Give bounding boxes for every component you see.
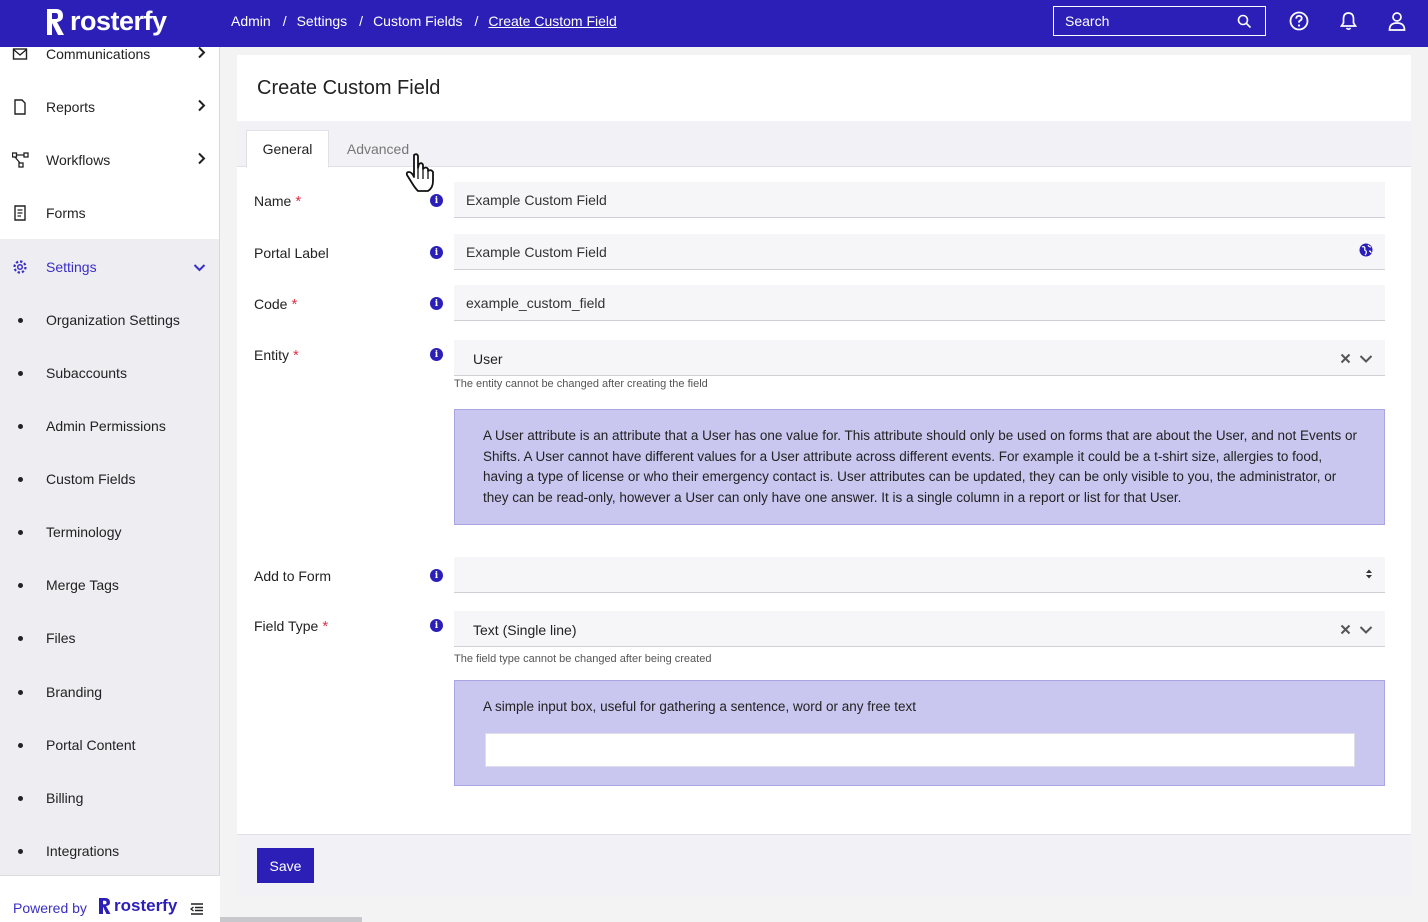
field-type-selected-value: Text (Single line): [473, 622, 577, 638]
user-account-icon[interactable]: [1387, 11, 1407, 36]
sidebar-subitem-label: Integrations: [46, 843, 120, 859]
sidebar-subitem-label: Organization Settings: [46, 312, 180, 328]
powered-by-text: Powered by: [13, 900, 87, 916]
document-icon: [12, 99, 28, 115]
chevron-right-icon: [197, 152, 206, 168]
search-icon[interactable]: [1237, 14, 1252, 34]
tab-advanced[interactable]: Advanced: [346, 141, 410, 157]
sidebar-subitem-branding[interactable]: [0, 677, 220, 707]
entity-description-text: A User attribute is an attribute that a User has one value for. This attribute should only be used on forms that are about the User, and not Events or Shifts. A User cannot have different values for a User attribute across different events. For example it could be a t-shirt size, allergies to food, having a type of license or who their emergency contact is. User attributes can be updated, they can be only visible to you, the administrator, or they can be read-only, however a User can only have one answer. It is a single column in a report or list for that User.: [483, 428, 1358, 505]
required-marker: *: [295, 193, 302, 210]
rosterfy-small-logo-text: rosterfy: [114, 896, 178, 915]
sort-arrows-icon[interactable]: [1365, 567, 1373, 583]
bullet-icon: [18, 371, 23, 376]
powered-by-footer: [0, 875, 220, 922]
info-icon[interactable]: i: [430, 619, 443, 632]
required-marker: *: [293, 347, 299, 364]
sidebar-main-section: [0, 47, 219, 239]
sidebar-item-label: Workflows: [46, 152, 111, 168]
bullet-icon: [18, 583, 23, 588]
sidebar-subitem-admin-permissions[interactable]: [0, 411, 220, 441]
rosterfy-logo[interactable]: [44, 6, 167, 37]
sidebar-subitem-label: Subaccounts: [46, 365, 127, 381]
chevron-right-icon: [197, 46, 206, 62]
field-type-hint: The field type cannot be changed after being created: [454, 653, 712, 665]
sidebar-item-label: Settings: [46, 259, 97, 275]
rosterfy-small-logo: [98, 896, 177, 916]
portal-label-input[interactable]: [454, 234, 1385, 270]
add-to-form-select[interactable]: [454, 557, 1385, 593]
name-input[interactable]: [454, 182, 1385, 218]
sidebar-subitem-label: Admin Permissions: [46, 418, 166, 434]
form-icon: [12, 205, 28, 221]
breadcrumb-separator: /: [474, 13, 479, 29]
info-icon[interactable]: i: [430, 297, 443, 310]
bell-icon[interactable]: [1339, 11, 1358, 36]
bullet-icon: [18, 849, 23, 854]
sidebar-subitem-label: Files: [46, 630, 76, 646]
sidebar-subitem-label: Billing: [46, 790, 84, 806]
field-type-preview-input: [485, 733, 1355, 767]
bullet-icon: [18, 796, 23, 801]
required-marker: *: [322, 618, 329, 635]
field-type-description-text: A simple input box, useful for gathering a sentence, word or any free text: [483, 699, 916, 714]
required-marker: *: [291, 296, 298, 313]
info-icon[interactable]: i: [430, 348, 443, 361]
breadcrumb-settings[interactable]: Settings: [296, 13, 348, 29]
entity-select[interactable]: [454, 340, 1385, 376]
sidebar-item-forms[interactable]: [0, 198, 220, 228]
breadcrumb-create-custom-field[interactable]: Create Custom Field: [488, 13, 617, 29]
sidebar-subitem-label: Branding: [46, 684, 103, 700]
sidebar-subitem-label: Portal Content: [46, 737, 136, 753]
add-to-form-label: Add to Form: [254, 568, 332, 584]
sidebar-item-settings[interactable]: [0, 252, 220, 282]
entity-label: [254, 347, 299, 364]
breadcrumb-admin[interactable]: Admin: [231, 13, 271, 29]
help-icon[interactable]: [1289, 11, 1309, 36]
sidebar-item-workflows[interactable]: [0, 145, 220, 175]
field-type-label: [254, 618, 328, 635]
entity-hint: The entity cannot be changed after creating the field: [454, 378, 708, 390]
sidebar-item-label: Communications: [46, 46, 151, 62]
info-icon[interactable]: i: [430, 194, 443, 207]
page-title: Create Custom Field: [257, 77, 441, 99]
info-icon[interactable]: i: [430, 569, 443, 582]
workflow-icon: [12, 152, 28, 168]
sidebar-subitem-label: Merge Tags: [46, 577, 119, 593]
sidebar-subitem-subaccounts[interactable]: [0, 358, 220, 388]
bullet-icon: [18, 743, 23, 748]
breadcrumb: [231, 13, 617, 29]
bullet-icon: [18, 690, 23, 695]
search-input[interactable]: [1065, 13, 1235, 29]
sidebar-item-reports[interactable]: [0, 92, 220, 122]
field-type-label-text: Field Type: [254, 618, 319, 634]
sidebar: [0, 47, 220, 922]
field-type-description-box: [454, 680, 1385, 786]
globe-icon[interactable]: [1359, 243, 1373, 262]
code-label: [254, 296, 297, 313]
entity-description-box: [454, 409, 1385, 525]
sidebar-subitem-custom-fields[interactable]: [0, 464, 220, 494]
clear-selection-icon[interactable]: [1340, 622, 1351, 638]
sidebar-subitem-terminology[interactable]: [0, 517, 220, 547]
gear-icon: [12, 259, 28, 275]
sidebar-item-label: Forms: [46, 205, 86, 221]
breadcrumb-separator: /: [282, 13, 287, 29]
bullet-icon: [18, 424, 23, 429]
bullet-icon: [18, 477, 23, 482]
sidebar-subitem-organization-settings[interactable]: [0, 305, 220, 335]
horizontal-scrollbar[interactable]: [220, 917, 362, 922]
entity-selected-value: User: [473, 351, 503, 367]
breadcrumb-separator: /: [359, 13, 364, 29]
bullet-icon: [18, 636, 23, 641]
search-box: [1053, 6, 1266, 36]
save-button[interactable]: Save: [257, 848, 314, 883]
sidebar-item-label: Reports: [46, 99, 96, 115]
sidebar-subitem-label: Terminology: [46, 524, 122, 540]
mail-icon: [12, 46, 28, 62]
sidebar-subitem-merge-tags[interactable]: [0, 570, 220, 600]
sidebar-subitem-billing[interactable]: [0, 783, 220, 813]
hand-pointer-cursor-icon: [404, 152, 442, 199]
breadcrumb-custom-fields[interactable]: Custom Fields: [373, 13, 463, 29]
code-label-text: Code: [254, 296, 288, 312]
chevron-down-icon[interactable]: [1359, 622, 1373, 638]
tab-general[interactable]: General: [246, 130, 329, 168]
bullet-icon: [18, 318, 23, 323]
rosterfy-logo-text: rosterfy: [70, 6, 167, 36]
code-input[interactable]: [454, 285, 1385, 321]
sidebar-subitem-portal-content[interactable]: [0, 730, 220, 760]
field-type-select[interactable]: [454, 611, 1385, 647]
chevron-down-icon[interactable]: [1359, 351, 1373, 367]
sidebar-subitem-label: Custom Fields: [46, 471, 136, 487]
sidebar-item-communications[interactable]: [0, 39, 220, 69]
sidebar-subitem-files[interactable]: [0, 623, 220, 653]
sidebar-subitem-integrations[interactable]: [0, 836, 220, 866]
chevron-down-icon: [193, 259, 206, 275]
chevron-right-icon: [197, 99, 206, 115]
form-footer: [237, 834, 1411, 895]
name-label: [254, 193, 301, 210]
rosterfy-logo-icon: [44, 7, 66, 37]
entity-label-text: Entity: [254, 347, 290, 363]
clear-selection-icon[interactable]: [1340, 351, 1351, 367]
name-label-text: Name: [254, 193, 292, 209]
portal-label-label: Portal Label: [254, 245, 329, 261]
collapse-sidebar-icon[interactable]: [190, 902, 204, 920]
bullet-icon: [18, 530, 23, 535]
info-icon[interactable]: i: [430, 246, 443, 259]
